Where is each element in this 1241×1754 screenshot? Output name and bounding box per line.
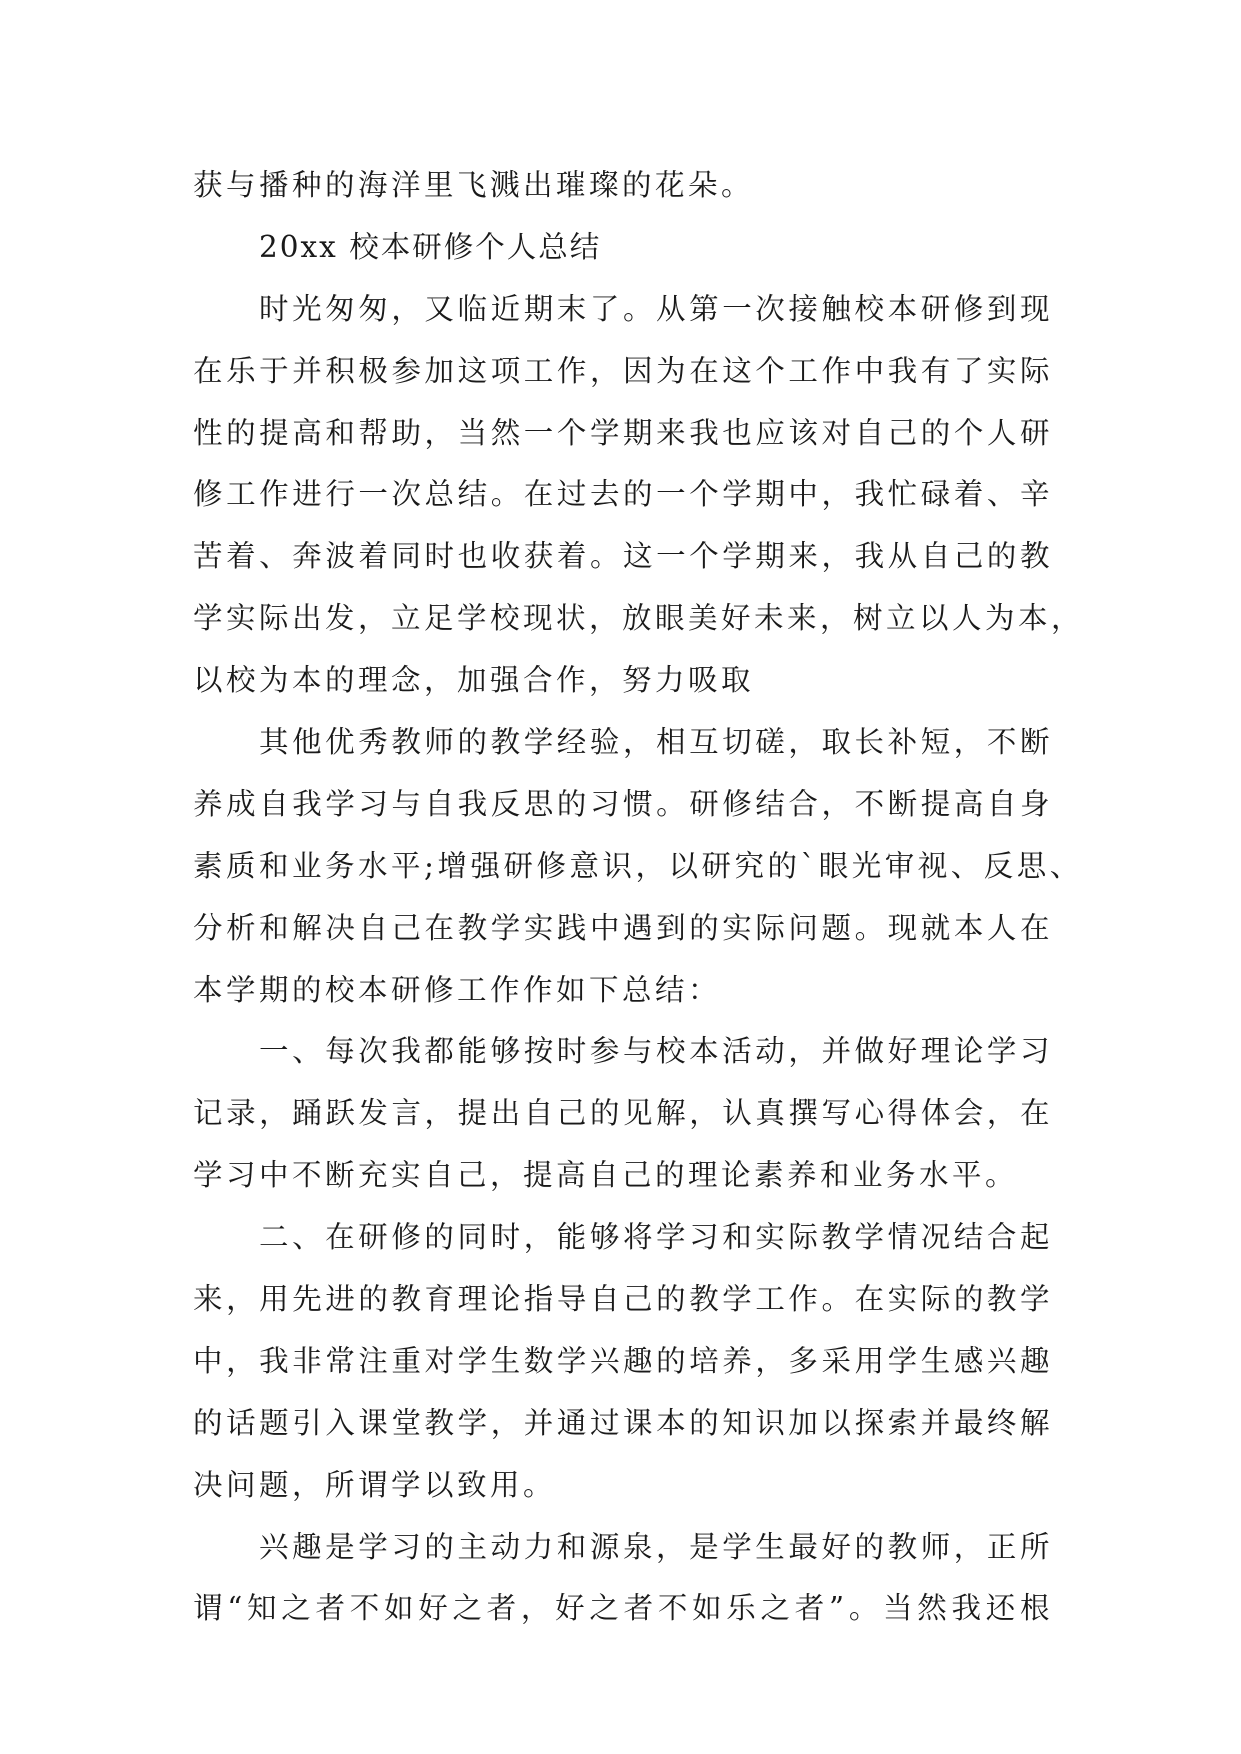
- paragraph-line: 本学期的校本研修工作作如下总结：: [193, 972, 722, 1007]
- document-body: [193, 155, 1085, 1640]
- paragraph-line: 养成自我学习与自我反思的习惯。研修结合，不断提高自身: [193, 786, 1053, 821]
- paragraph-line: 学习中不断充实自己，提高自己的理论素养和业务水平。: [193, 1158, 1019, 1193]
- paragraph-line: 决问题，所谓学以致用。: [193, 1467, 557, 1502]
- paragraph-line: 的话题引入课堂教学，并通过课本的知识加以探索并最终解: [193, 1405, 1053, 1440]
- paragraph-line: 兴趣是学习的主动力和源泉，是学生最好的教师，正所: [259, 1529, 1053, 1564]
- paragraph-line: 素质和业务水平;增强研修意识，以研究的`眼光审视、反思、: [193, 848, 1083, 883]
- paragraph-line: 苦着、奔波着同时也收获着。这一个学期来，我从自己的教: [193, 539, 1053, 574]
- paragraph-line: 以校为本的理念，加强合作，努力吸取: [193, 663, 755, 698]
- paragraph-line: 记录，踊跃发言，提出自己的见解，认真撰写心得体会，在: [193, 1096, 1053, 1131]
- section-heading: 20xx 校本研修个人总结: [259, 229, 602, 264]
- paragraph-line: 中，我非常注重对学生数学兴趣的培养，多采用学生感兴趣: [193, 1343, 1053, 1378]
- paragraph-line: 时光匆匆，又临近期末了。从第一次接触校本研修到现: [259, 291, 1053, 326]
- paragraph-line: 来，用先进的教育理论指导自己的教学工作。在实际的教学: [193, 1282, 1053, 1317]
- paragraph-line: 修工作进行一次总结。在过去的一个学期中，我忙碌着、辛: [193, 477, 1053, 512]
- paragraph-line: 二、在研修的同时，能够将学习和实际教学情况结合起: [259, 1220, 1053, 1255]
- paragraph-line: 分析和解决自己在教学实践中遇到的实际问题。现就本人在: [193, 910, 1053, 945]
- paragraph-line: 性的提高和帮助，当然一个学期来我也应该对自己的个人研: [193, 415, 1053, 450]
- paragraph-line: 谓“知之者不如好之者，好之者不如乐之者”。当然我还根: [193, 1591, 1053, 1626]
- paragraph-line: 一、每次我都能够按时参与校本活动，并做好理论学习: [259, 1034, 1053, 1069]
- paragraph-line: 获与播种的海洋里飞溅出璀璨的花朵。: [193, 168, 755, 202]
- paragraph-line: 在乐于并积极参加这项工作，因为在这个工作中我有了实际: [193, 353, 1053, 388]
- paragraph-line: 学实际出发，立足学校现状，放眼美好未来，树立以人为本，: [193, 601, 1085, 636]
- paragraph-line: 其他优秀教师的教学经验，相互切磋，取长补短，不断: [259, 725, 1053, 760]
